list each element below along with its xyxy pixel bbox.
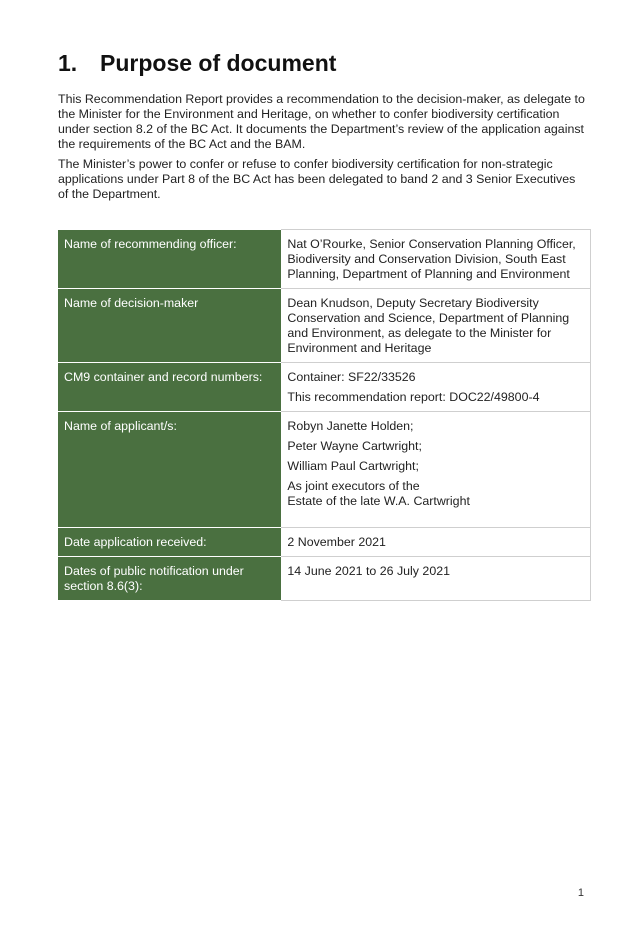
section-number: 1. [58, 50, 78, 76]
table-row [58, 230, 591, 289]
row-label: Name of recommending officer: [58, 230, 281, 289]
row-value [281, 412, 590, 528]
table-row [58, 528, 591, 557]
page-number: 1 [577, 887, 584, 899]
delegation-paragraph: The Minister’s power to confer or refuse to confer biodiversity certification for non-strategic applications under Part 8 of the BC Act has been delegated to band 2 and 3 Senior Executives of the Department. [58, 157, 576, 201]
value-line: 2 November 2021 [287, 535, 386, 549]
purpose-paragraph: This Recommendation Report provides a recommendation to the decision-maker, as delegate to the Minister for the Environment and Heritage, on whether to confer biodiversity certification under section 8.2 of the BC Act. It documents the Department’s review of the application against the requirements of the BC Act and the BAM. [58, 92, 585, 151]
section-heading [58, 48, 336, 78]
value-line: Nat O’Rourke, Senior Conservation Planning Officer, Biodiversity and Conservation Division, South East Planning, Department of Planning and Environment [287, 237, 576, 281]
value-line: William Paul Cartwright; [287, 459, 419, 473]
row-label: Dates of public notification under section 8.6(3): [58, 557, 281, 601]
row-label: Name of decision-maker [58, 289, 281, 363]
table-row [58, 289, 591, 363]
section-title: Purpose of document [100, 50, 337, 76]
table-row [58, 412, 591, 528]
value-line: Peter Wayne Cartwright; [287, 439, 422, 453]
value-line: This recommendation report: DOC22/49800-4 [287, 390, 540, 404]
table-row [58, 557, 591, 601]
row-label: CM9 container and record numbers: [58, 363, 281, 412]
row-value [281, 230, 590, 289]
details-table [58, 229, 591, 601]
row-value [281, 528, 590, 557]
row-value [281, 289, 590, 363]
value-line: Robyn Janette Holden; [287, 419, 414, 433]
value-line: 14 June 2021 to 26 July 2021 [287, 564, 450, 578]
value-line: Estate of the late W.A. Cartwright [287, 494, 470, 508]
row-label: Name of applicant/s: [58, 412, 281, 528]
row-label: Date application received: [58, 528, 281, 557]
table-row [58, 363, 591, 412]
value-line: As joint executors of the [287, 479, 420, 493]
value-line: Container: SF22/33526 [287, 370, 416, 384]
row-value [281, 557, 590, 601]
value-line: Dean Knudson, Deputy Secretary Biodiversity Conservation and Science, Department of Planning and Environment, as delegate to the Minister for Environment and Heritage [287, 296, 570, 355]
row-value [281, 363, 590, 412]
